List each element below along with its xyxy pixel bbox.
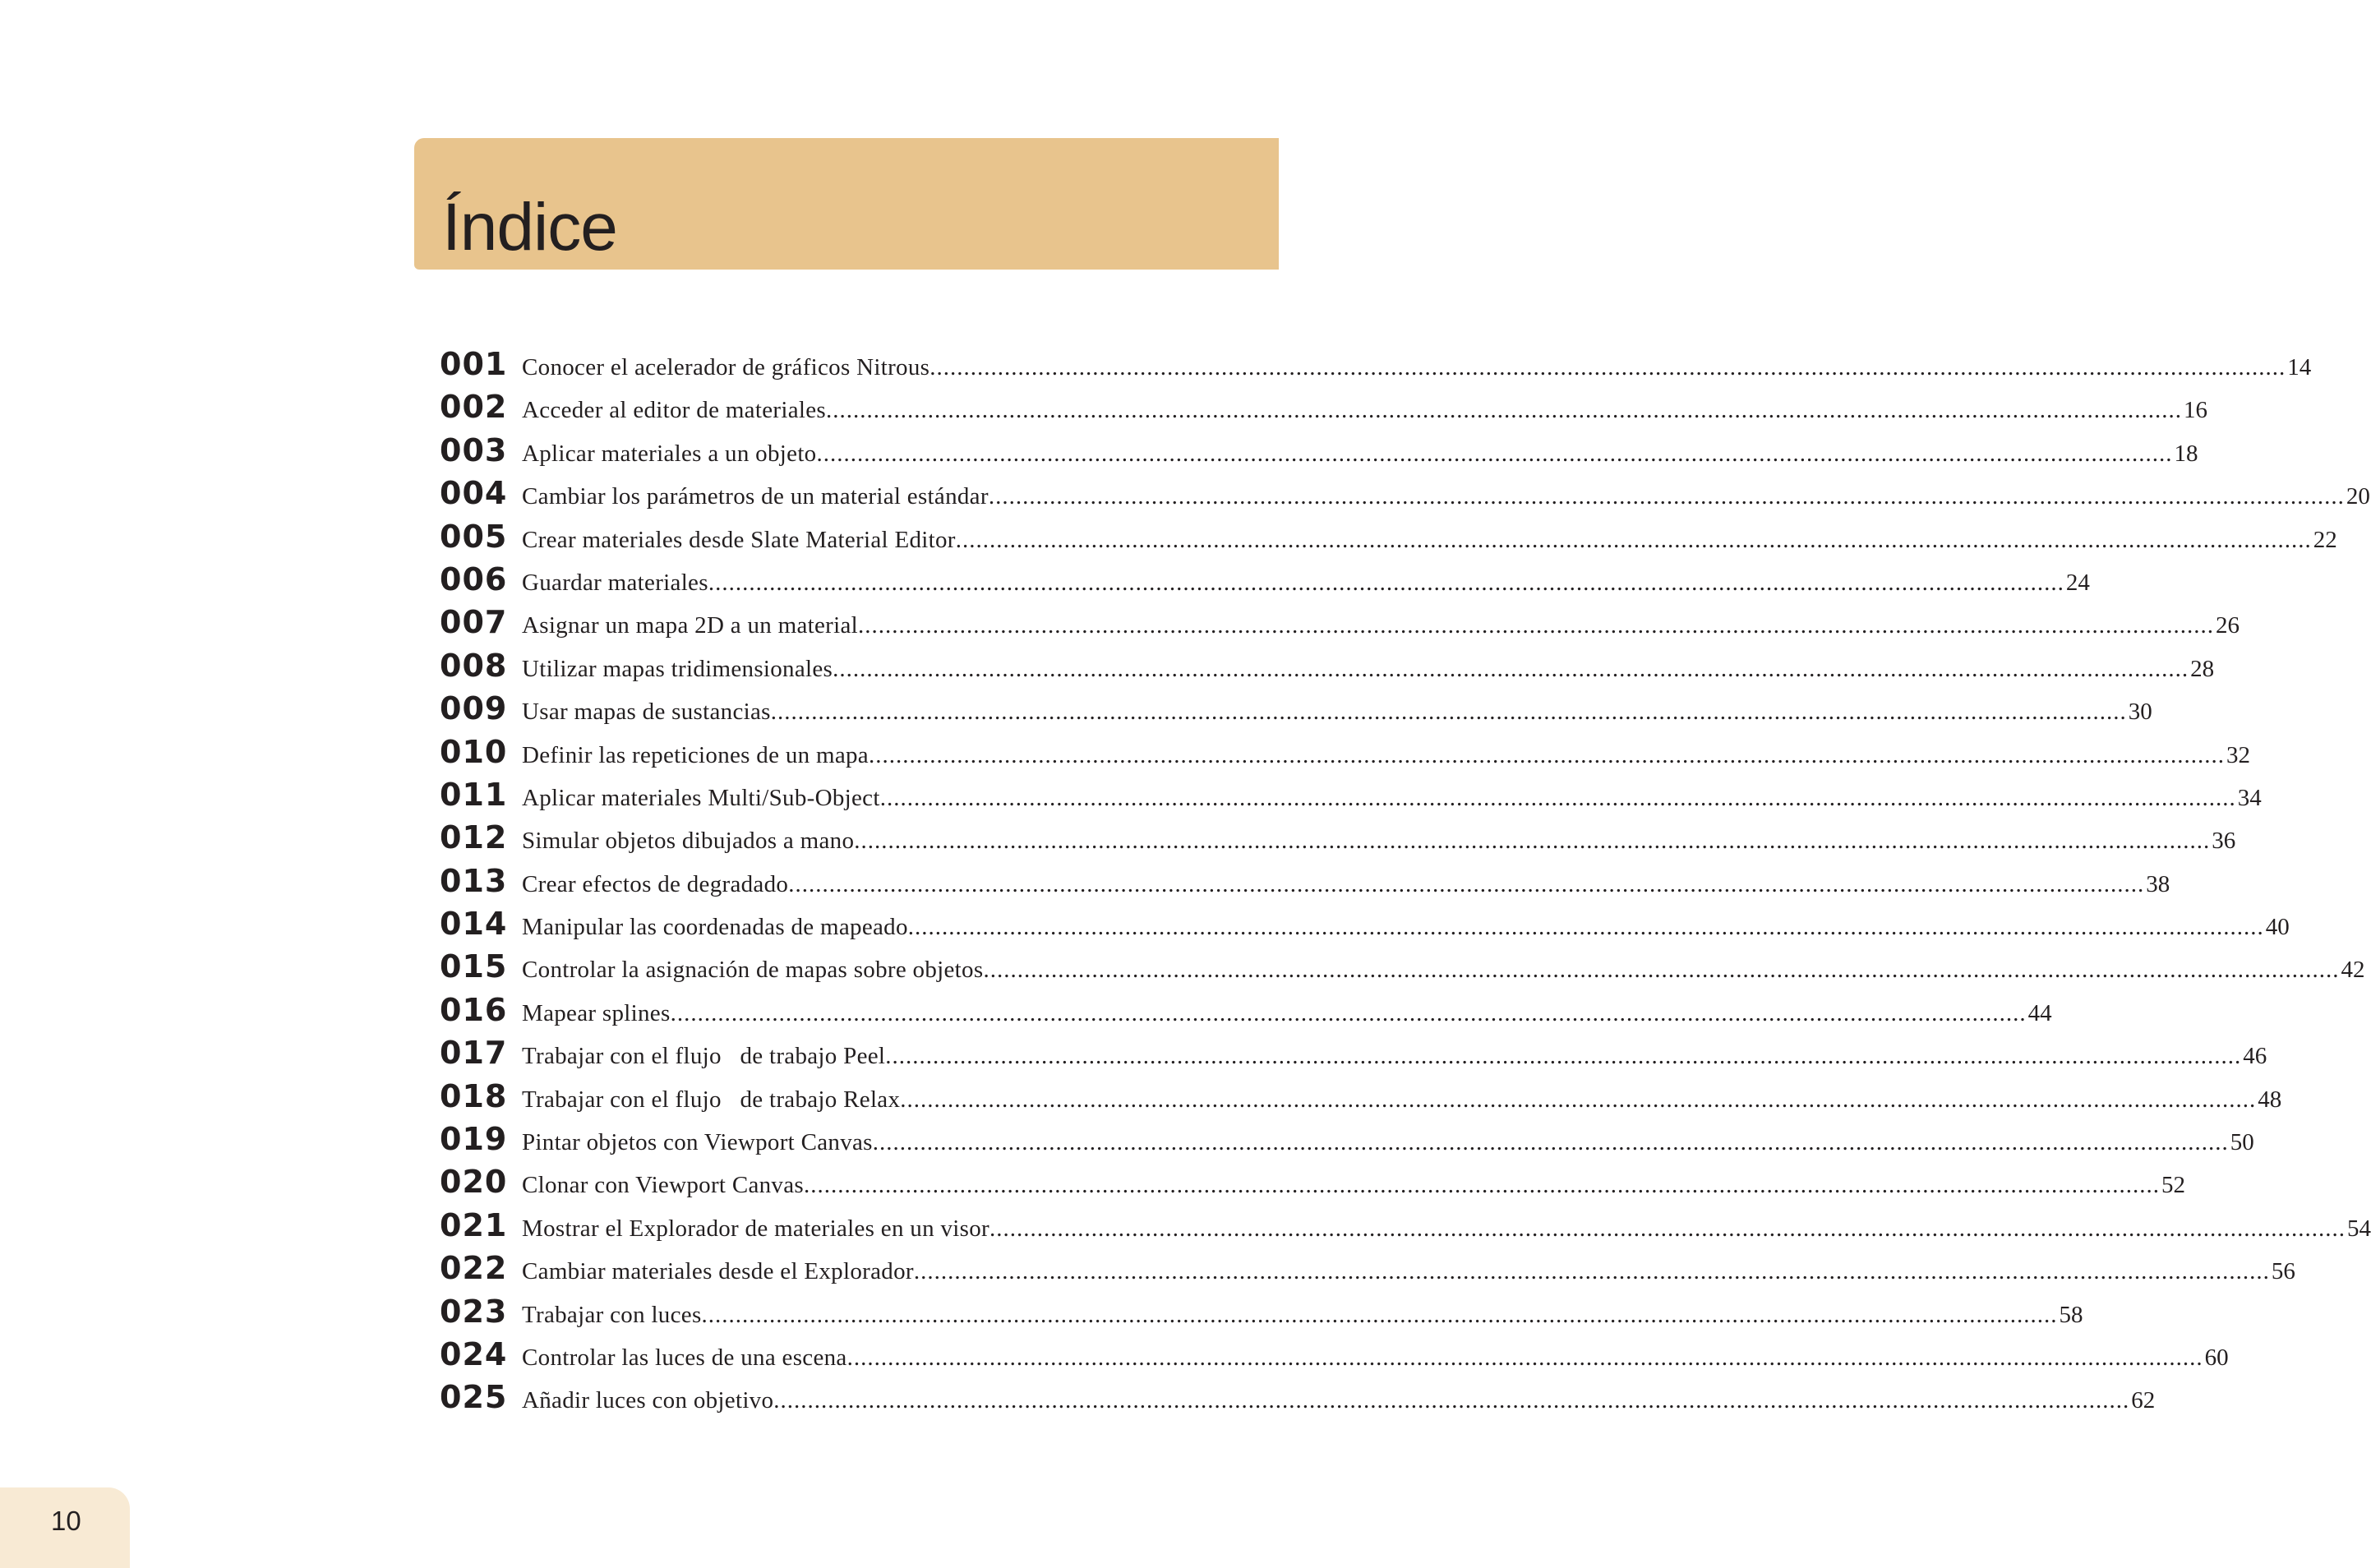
toc-dot-leader: ........................................................................................................................................................................................................ [826, 397, 2182, 424]
toc-entry-number: 005 [440, 518, 508, 555]
toc-entry-number: 009 [440, 690, 508, 727]
toc-entry[interactable] [440, 518, 2337, 564]
toc-entry-number: 006 [440, 560, 508, 597]
toc-entry-title: Guardar materiales [522, 569, 708, 596]
toc-entry-title: Mapear splines [522, 999, 671, 1026]
title-band [414, 138, 1279, 270]
toc-entry-number: 013 [440, 862, 508, 899]
toc-dot-leader: ........................................................................................................................................................................................................ [701, 1301, 2058, 1328]
toc-entry-page: 22 [2313, 526, 2337, 553]
toc-entry-title: Mostrar el Explorador de materiales en un visor [522, 1215, 989, 1242]
toc-entry[interactable] [440, 1250, 2295, 1295]
toc-entry[interactable] [440, 1206, 2371, 1252]
toc-entry[interactable] [440, 776, 2262, 822]
toc-entry-page: 18 [2174, 440, 2198, 467]
toc-entry-number: 003 [440, 431, 508, 468]
toc-dot-leader: ........................................................................................................................................................................................................ [854, 828, 2211, 855]
toc-entry-number: 023 [440, 1293, 508, 1330]
toc-entry-number: 008 [440, 647, 508, 684]
toc-dot-leader: ........................................................................................................................................................................................................ [907, 914, 2264, 941]
page-title: Índice [442, 190, 617, 265]
toc-entry-title: Asignar un mapa 2D a un material [522, 612, 859, 639]
toc-entry-title: Trabajar con luces [522, 1301, 702, 1328]
toc-entry-page: 26 [2216, 612, 2240, 639]
toc-dot-leader: ........................................................................................................................................................................................................ [770, 699, 2127, 726]
toc-entry-title: Clonar con Viewport Canvas [522, 1172, 804, 1199]
toc-entry[interactable] [440, 1293, 2083, 1339]
toc-entry-page: 58 [2059, 1301, 2083, 1328]
toc-dot-leader: ........................................................................................................................................................................................................ [955, 526, 2312, 553]
toc-dot-leader: ........................................................................................................................................................................................................ [858, 612, 2215, 639]
toc-entry-title: Cambiar materiales desde el Explorador [522, 1258, 914, 1285]
toc-entry-page: 32 [2226, 741, 2250, 768]
toc-entry-number: 016 [440, 991, 508, 1028]
toc-dot-leader: ........................................................................................................................................................................................................ [900, 1086, 2257, 1113]
toc-entry-number: 001 [440, 346, 508, 382]
toc-entry-page: 42 [2341, 957, 2365, 984]
toc-dot-leader: ........................................................................................................................................................................................................ [816, 440, 2173, 467]
table-of-contents [440, 346, 2371, 1425]
toc-entry[interactable] [440, 862, 2170, 908]
toc-entry-page: 14 [2287, 354, 2312, 380]
toc-dot-leader: ........................................................................................................................................................................................................ [868, 741, 2225, 768]
toc-entry[interactable] [440, 991, 2052, 1037]
toc-entry[interactable] [440, 1335, 2229, 1381]
toc-dot-leader: ........................................................................................................................................................................................................ [804, 1172, 2160, 1199]
toc-entry-title: Trabajar con el flujo de trabajo Relax [522, 1086, 901, 1113]
page-number-tab [0, 1487, 130, 1568]
toc-entry-title: Conocer el acelerador de gráficos Nitrous [522, 354, 930, 380]
toc-entry-number: 024 [440, 1335, 508, 1372]
toc-entry-title: Aplicar materiales a un objeto [522, 440, 817, 467]
toc-entry-number: 020 [440, 1164, 508, 1201]
toc-dot-leader: ........................................................................................................................................................................................................ [708, 569, 2064, 596]
toc-entry-title: Acceder al editor de materiales [522, 397, 826, 424]
toc-entry-page: 34 [2237, 784, 2262, 811]
toc-entry-number: 010 [440, 733, 508, 770]
toc-entry[interactable] [440, 475, 2370, 520]
toc-entry-page: 30 [2128, 699, 2152, 726]
toc-entry-title: Pintar objetos con Viewport Canvas [522, 1129, 873, 1156]
toc-dot-leader: ........................................................................................................................................................................................................ [788, 870, 2145, 897]
toc-dot-leader: ........................................................................................................................................................................................................ [988, 483, 2345, 510]
toc-entry-title: Controlar las luces de una escena [522, 1344, 847, 1371]
toc-entry-number: 012 [440, 819, 508, 856]
toc-entry[interactable] [440, 948, 2365, 994]
toc-entry-title: Cambiar los parámetros de un material estándar [522, 483, 989, 510]
toc-entry-title: Manipular las coordenadas de mapeado [522, 914, 908, 941]
toc-entry[interactable] [440, 1035, 2267, 1080]
toc-entry[interactable] [440, 1121, 2254, 1166]
toc-dot-leader: ........................................................................................................................................................................................................ [773, 1387, 2130, 1414]
toc-entry-page: 40 [2265, 914, 2290, 941]
toc-entry-number: 019 [440, 1121, 508, 1158]
page-number: 10 [51, 1506, 81, 1536]
toc-entry[interactable] [440, 819, 2236, 865]
toc-entry[interactable] [440, 906, 2290, 951]
toc-entry-page: 46 [2243, 1043, 2267, 1070]
toc-entry-page: 38 [2146, 870, 2170, 897]
toc-entry[interactable] [440, 1077, 2282, 1123]
toc-entry-page: 20 [2346, 483, 2370, 510]
toc-entry-title: Trabajar con el flujo de trabajo Peel [522, 1043, 886, 1070]
toc-entry-title: Añadir luces con objetivo [522, 1387, 774, 1414]
toc-entry[interactable] [440, 733, 2250, 779]
toc-entry[interactable] [440, 1164, 2185, 1209]
toc-entry-title: Crear materiales desde Slate Material Editor [522, 526, 956, 553]
toc-entry-title: Definir las repeticiones de un mapa [522, 741, 869, 768]
toc-dot-leader: ........................................................................................................................................................................................................ [833, 655, 2189, 682]
toc-entry-number: 017 [440, 1035, 508, 1072]
toc-entry-number: 015 [440, 948, 508, 985]
toc-entry[interactable] [440, 647, 2215, 693]
toc-entry-title: Crear efectos de degradado [522, 870, 789, 897]
toc-entry[interactable] [440, 431, 2198, 477]
toc-entry-page: 60 [2204, 1344, 2229, 1371]
toc-entry-title: Aplicar materiales Multi/Sub-Object [522, 784, 880, 811]
toc-entry[interactable] [440, 346, 2312, 391]
toc-entry[interactable] [440, 604, 2240, 649]
toc-entry-number: 025 [440, 1379, 508, 1416]
toc-dot-leader: ........................................................................................................................................................................................................ [885, 1043, 2242, 1070]
toc-entry-title: Usar mapas de sustancias [522, 699, 771, 726]
toc-entry-page: 50 [2230, 1129, 2254, 1156]
toc-entry-page: 62 [2131, 1387, 2156, 1414]
toc-entry-page: 16 [2184, 397, 2207, 424]
toc-entry-page: 48 [2258, 1086, 2282, 1113]
toc-dot-leader: ........................................................................................................................................................................................................ [879, 784, 2236, 811]
toc-entry-number: 007 [440, 604, 508, 641]
toc-entry-number: 014 [440, 906, 508, 943]
toc-entry[interactable] [440, 560, 2090, 606]
toc-entry[interactable] [440, 389, 2207, 434]
toc-entry-page: 56 [2271, 1258, 2295, 1285]
toc-entry-number: 018 [440, 1077, 508, 1114]
toc-entry-title: Utilizar mapas tridimensionales [522, 655, 833, 682]
toc-dot-leader: ........................................................................................................................................................................................................ [913, 1258, 2270, 1285]
toc-entry-page: 28 [2190, 655, 2215, 682]
toc-entry[interactable] [440, 690, 2152, 736]
toc-entry[interactable] [440, 1379, 2156, 1424]
toc-entry-page: 52 [2161, 1172, 2185, 1199]
toc-entry-title: Simular objetos dibujados a mano [522, 828, 855, 855]
toc-entry-number: 022 [440, 1250, 508, 1287]
toc-entry-number: 002 [440, 389, 508, 426]
toc-dot-leader: ........................................................................................................................................................................................................ [929, 354, 2286, 380]
toc-entry-number: 011 [440, 776, 508, 813]
toc-dot-leader: ........................................................................................................................................................................................................ [670, 999, 2027, 1026]
toc-dot-leader: ........................................................................................................................................................................................................ [846, 1344, 2203, 1371]
toc-entry-page: 36 [2212, 828, 2236, 855]
toc-entry-title: Controlar la asignación de mapas sobre objetos [522, 957, 984, 984]
toc-dot-leader: ........................................................................................................................................................................................................ [989, 1215, 2346, 1242]
toc-entry-number: 004 [440, 475, 508, 512]
toc-entry-page: 44 [2027, 999, 2052, 1026]
toc-dot-leader: ........................................................................................................................................................................................................ [983, 957, 2340, 984]
toc-entry-page: 24 [2065, 569, 2090, 596]
toc-entry-number: 021 [440, 1206, 508, 1243]
toc-entry-page: 54 [2346, 1215, 2371, 1242]
toc-dot-leader: ........................................................................................................................................................................................................ [872, 1129, 2229, 1156]
